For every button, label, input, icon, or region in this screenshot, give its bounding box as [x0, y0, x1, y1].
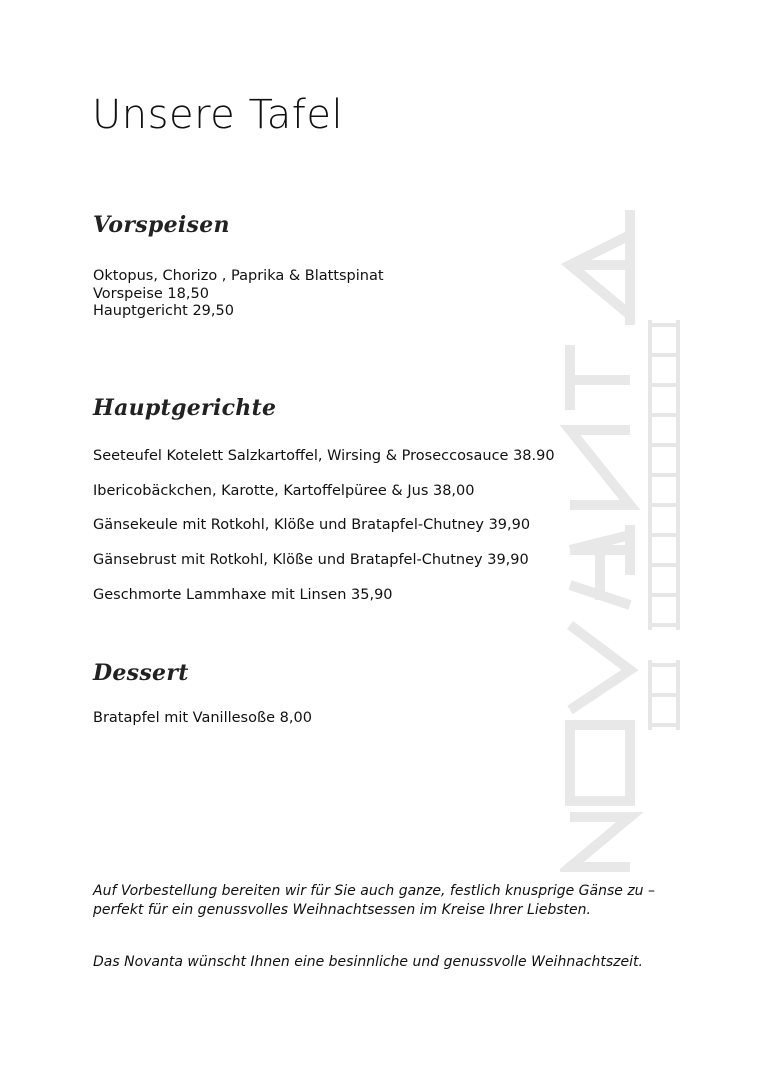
page-title: Unsere Tafel — [92, 92, 344, 138]
preorder-note-line-1: Auf Vorbestellung bereiten wir für Sie auch ganze, festlich knusprige Gänse zu – — [93, 883, 656, 899]
greeting-note: Das Novanta wünscht Ihnen eine besinnliche und genussvolle Weihnachtszeit. — [93, 954, 643, 970]
novanta-logo-watermark — [560, 205, 690, 875]
menu-item: Vorspeise 18,50 — [93, 286, 209, 302]
preorder-note-line-2: perfekt für ein genussvolles Weihnachtsessen im Kreise Ihrer Liebsten. — [93, 902, 591, 918]
menu-item: Gänsebrust mit Rotkohl, Klöße und Bratapfel-Chutney 39,90 — [93, 552, 529, 568]
menu-item: Hauptgericht 29,50 — [93, 303, 234, 319]
section-heading-vorspeisen: Vorspeisen — [93, 212, 230, 238]
menu-item: Oktopus, Chorizo , Paprika & Blattspinat — [93, 268, 384, 284]
section-heading-dessert: Dessert — [93, 660, 189, 686]
menu-item: Bratapfel mit Vanillesoße 8,00 — [93, 710, 312, 726]
section-heading-hauptgerichte: Hauptgerichte — [93, 395, 277, 421]
menu-item: Geschmorte Lammhaxe mit Linsen 35,90 — [93, 587, 393, 603]
menu-item: Gänsekeule mit Rotkohl, Klöße und Bratapfel-Chutney 39,90 — [93, 517, 531, 533]
menu-item: Ibericobäckchen, Karotte, Kartoffelpüree & Jus 38,00 — [93, 483, 475, 499]
menu-item: Seeteufel Kotelett Salzkartoffel, Wirsing & Proseccosauce 38.90 — [93, 448, 555, 464]
